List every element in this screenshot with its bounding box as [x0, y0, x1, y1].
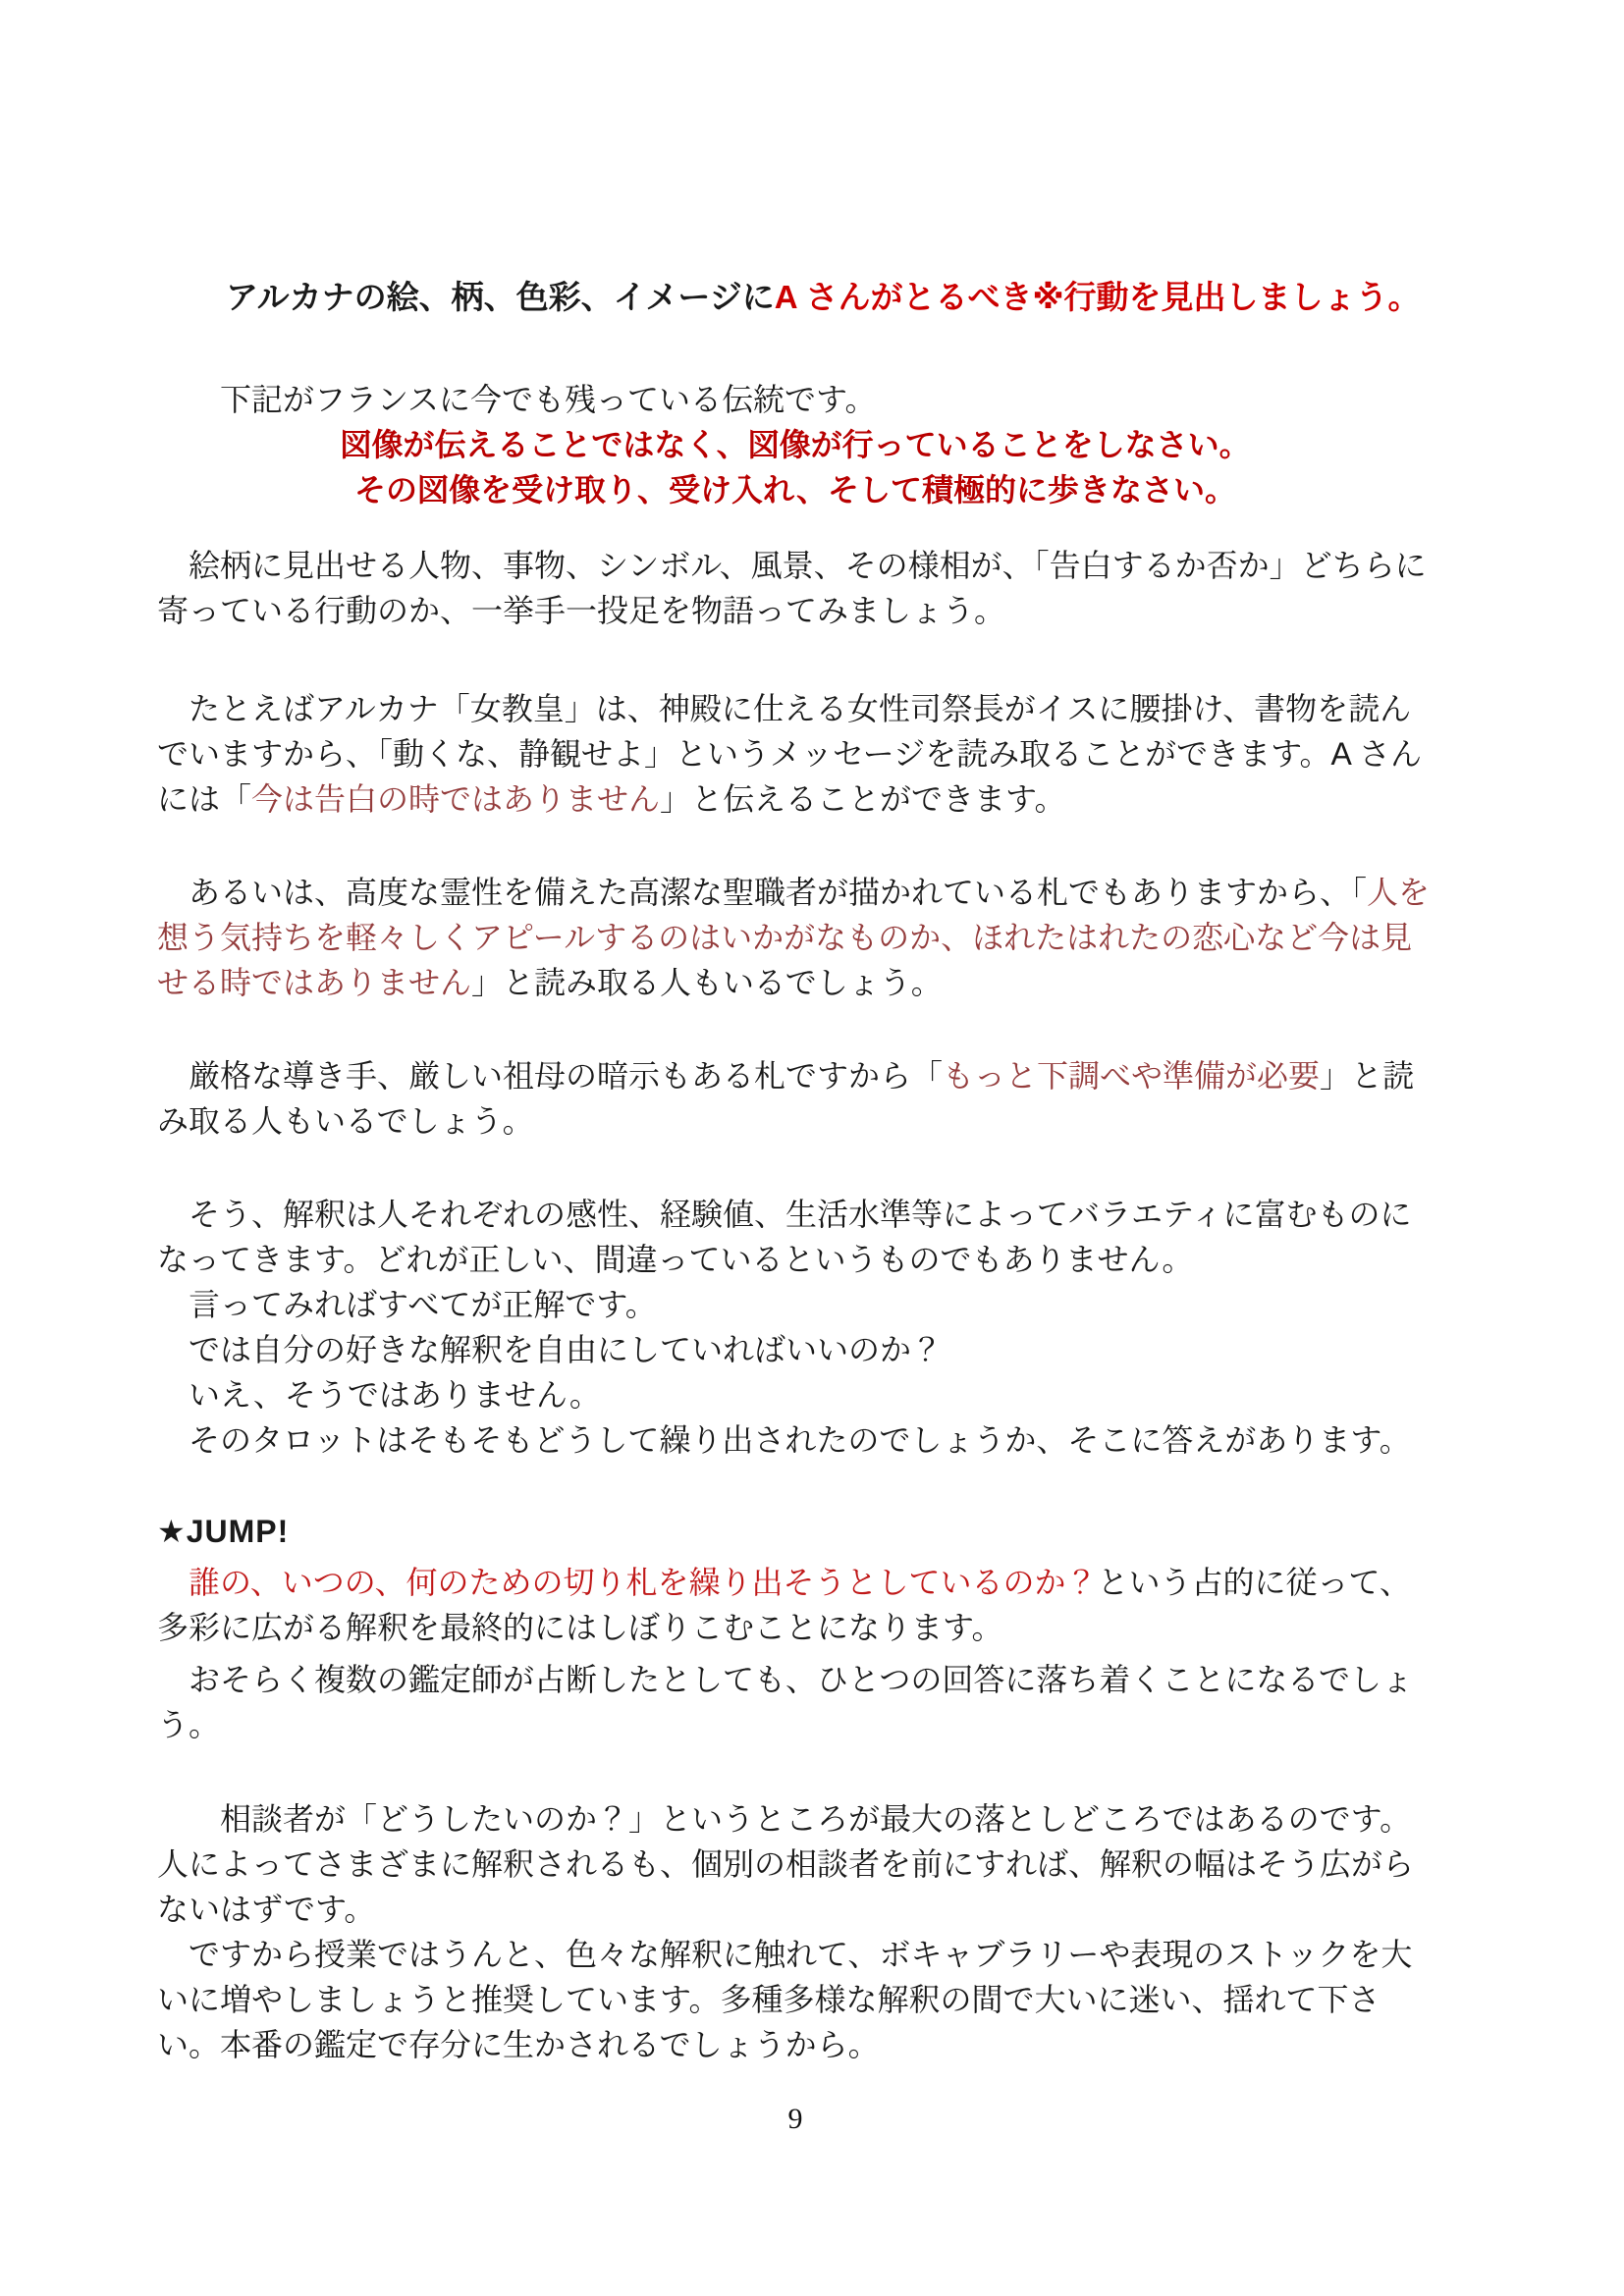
tradition-line-2: その図像を受け取り、受け入れ、そして積極的に歩きなさい。 — [354, 472, 1236, 507]
jump-heading: ★JUMP! — [157, 1514, 290, 1549]
interpretation-line-3: では自分の好きな解釈を自由にしていればいいのか？ — [157, 1332, 944, 1367]
interpretation-line-4: いえ、そうではありません。 — [157, 1377, 601, 1413]
paragraph-client: 相談者が「どうしたいのか？」というところが最大の落としどころではあるのです。人によってさまざまに解釈されるも、個別の相談者を前にすれば、解釈の幅はそう広がらないはずです。 — [157, 1801, 1415, 1927]
clergy-text: あるいは、高度な霊性を備えた高潔な聖職者が描かれている札でもありますから、「 — [157, 875, 1368, 910]
paragraph-interpretation: そう、解釈は人それぞれの感性、経験値、生活水準等によってバラエティに富むものになってきます。どれが正しい、間違っているというものでもありません。 — [157, 1197, 1412, 1277]
page-number: 9 — [787, 2103, 803, 2135]
paragraph-motif: 絵柄に見出せる人物、事物、シンボル、風景、その様相が、「告白するか否か」どちらに寄っている行動のか、一挙手一投足を物語ってみましょう。 — [157, 548, 1427, 628]
interpretation-line-2: 言ってみればすべてが正解です。 — [157, 1287, 657, 1322]
grandmother-text-end: 」と読み取る人もいるでしょう。 — [157, 1058, 1415, 1139]
jump-question-end: という占的に従って、多彩に広がる解釈を最終的にはしぼりこむことになります。 — [157, 1565, 1411, 1645]
page-title — [157, 275, 1434, 320]
title-red-text: A さんがとるべき※行動を見出しましょう。 — [774, 279, 1421, 315]
clergy-red-quote: 人を想う気持ちを軽々しくアピールするのはいかがなものか、ほれたはれたの恋心など今は見せる時ではありません — [157, 875, 1431, 1000]
tradition-line-1: 図像が伝えることではなく、図像が行っていることをしなさい。 — [340, 427, 1251, 462]
paragraph-clergy — [157, 870, 1434, 1005]
priestess-text-end: 」と伝えることができます。 — [660, 781, 1066, 817]
clergy-text-end: 」と読み取る人もいるでしょう。 — [471, 965, 943, 1000]
interpretation-line-5: そのタロットはそもそもどうして繰り出されたのでしょうか、そこに答えがあります。 — [157, 1422, 1411, 1458]
intro-line: 下記がフランスに今でも残っている伝統です。 — [220, 382, 877, 417]
jump-conclusion: おそらく複数の鑑定師が占断したとしても、ひとつの回答に落ち着くことになるでしょう。 — [157, 1662, 1414, 1742]
paragraph-priestess — [157, 686, 1434, 822]
priestess-red-quote: 今は告白の時ではありません — [251, 781, 661, 817]
grandmother-text: 厳格な導き手、厳しい祖母の暗示もある札ですから「 — [157, 1058, 944, 1094]
grandmother-red-quote: もっと下調べや準備が必要 — [943, 1058, 1321, 1094]
paragraph-lesson: ですから授業ではうんと、色々な解釈に触れて、ボキャブラリーや表現のストックを大いに増やしましょうと推奨しています。多種多様な解釈の間で大いに迷い、揺れて下さい。本番の鑑定で存分に生かされるでしょうから。 — [157, 1937, 1413, 2062]
jump-question-paragraph — [157, 1560, 1434, 1650]
jump-red-question: 誰の、いつの、何のための切り札を繰り出そうとしているのか？ — [157, 1565, 1098, 1600]
title-black-text: アルカナの絵、柄、色彩、イメージに — [226, 279, 775, 315]
priestess-text: たとえばアルカナ「女教皇」は、神殿に仕える女性司祭長がイスに腰掛け、書物を読んでいますから、「動くな、静観せよ」というメッセージを読み取ることができます。A さんには「 — [157, 691, 1422, 817]
paragraph-grandmother — [157, 1053, 1434, 1144]
